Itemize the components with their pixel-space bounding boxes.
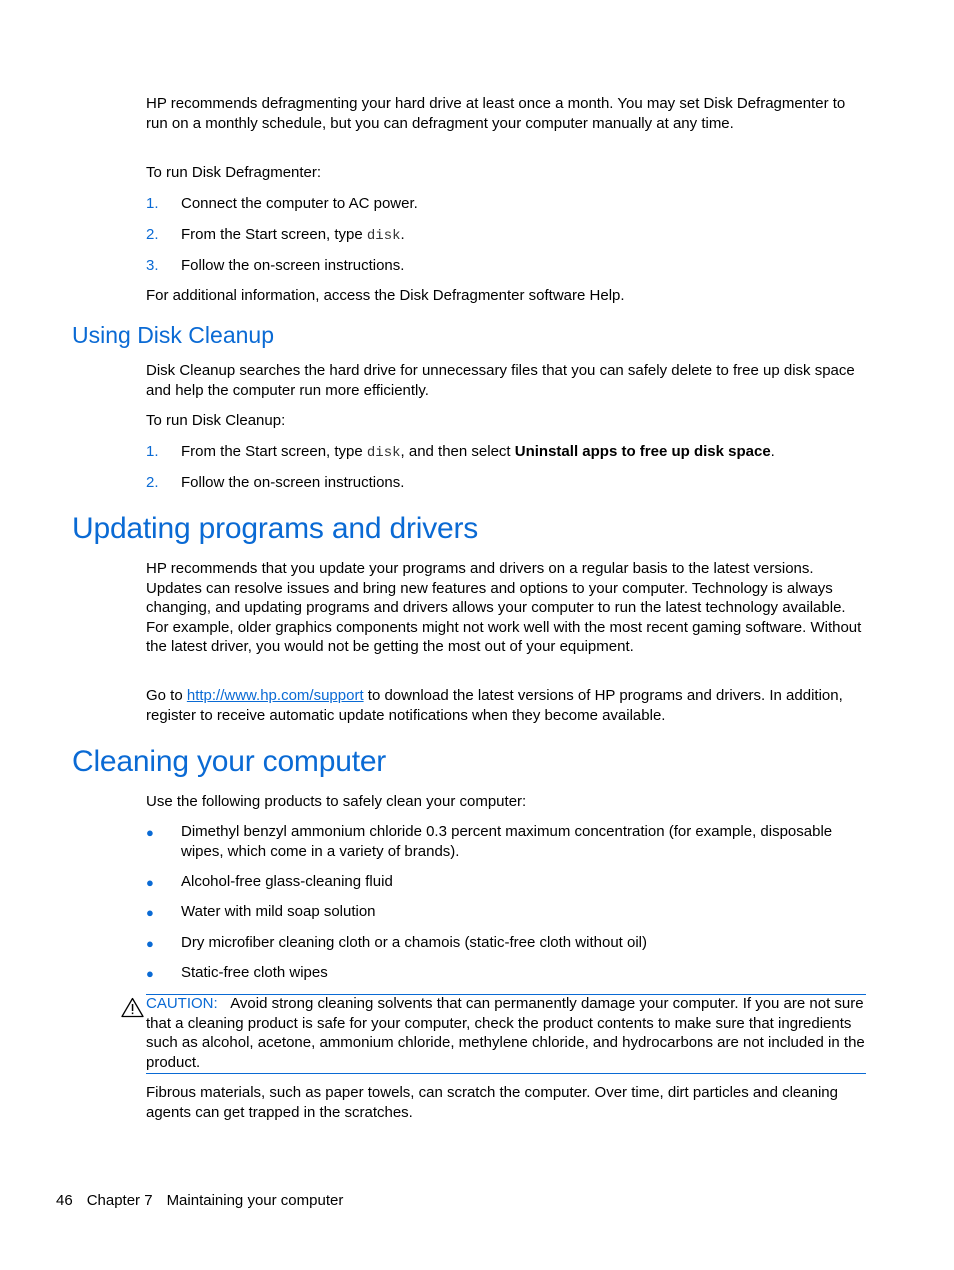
bullet-icon: ●: [146, 905, 154, 920]
updating-paragraph: HP recommends that you update your programs and drivers on a regular basis to the latest versions. Updates can resolve issues and bring new features and options to your computer. Technology is always changing, and updating programs and drivers allows your computer to run the latest technology available. For example, older graphics components might not work well with the most recent gaming software. Without the latest driver, you would not be getting the most out of your equipment.: [146, 560, 862, 655]
warning-triangle-icon: [121, 997, 144, 1018]
bullet-icon: ●: [146, 875, 154, 890]
caution-bottom-rule: [146, 1073, 866, 1074]
step-text: Follow the on-screen instructions.: [181, 257, 405, 274]
step-text: From the Start screen, type disk, and then select Uninstall apps to free up disk space.: [181, 443, 775, 461]
page-footer: [56, 1191, 343, 1211]
defrag-intro: To run Disk Defragmenter:: [146, 164, 322, 181]
list-item: Water with mild soap solution: [181, 903, 376, 920]
disk-cleanup-intro: To run Disk Cleanup:: [146, 412, 286, 429]
step-number: 2.: [146, 474, 159, 491]
defrag-help-paragraph: For additional information, access the Disk Defragmenter software Help.: [146, 287, 625, 304]
cleaning-intro: Use the following products to safely clean your computer:: [146, 793, 527, 810]
step-text: Follow the on-screen instructions.: [181, 474, 405, 491]
step-number: 1.: [146, 195, 159, 212]
fibrous-paragraph: Fibrous materials, such as paper towels, can scratch the computer. Over time, dirt particles and cleaning agents can get trapped in the scratches.: [146, 1084, 838, 1121]
heading-updating: Updating programs and drivers: [72, 512, 479, 545]
step-number: 1.: [146, 443, 159, 460]
list-item: Alcohol-free glass-cleaning fluid: [181, 873, 393, 890]
updating-link-paragraph: Go to http://www.hp.com/support to download the latest versions of HP programs and drivers. In addition, register to receive automatic update notifications when they become available.: [146, 687, 843, 724]
defrag-paragraph: HP recommends defragmenting your hard drive at least once a month. You may set Disk Defragmenter to run on a monthly schedule, but you can defragment your computer manually at any time.: [146, 95, 846, 132]
step-text: Connect the computer to AC power.: [181, 195, 418, 212]
list-item: Dimethyl benzyl ammonium chloride 0.3 percent maximum concentration (for example, disposable wipes, which come in a variety of brands).: [181, 823, 833, 860]
code-disk: disk: [366, 228, 401, 244]
bullet-icon: ●: [146, 936, 154, 951]
chapter-title: Maintaining your computer: [166, 1192, 344, 1209]
step-number: 3.: [146, 257, 159, 274]
heading-cleaning: Cleaning your computer: [72, 745, 387, 778]
bullet-icon: ●: [146, 825, 154, 840]
ui-label-uninstall-apps: Uninstall apps to free up disk space: [514, 443, 771, 460]
heading-disk-cleanup: Using Disk Cleanup: [72, 322, 274, 348]
step-number: 2.: [146, 226, 159, 243]
page-number: 46: [56, 1192, 73, 1209]
list-item: Dry microfiber cleaning cloth or a chamois (static-free cloth without oil): [181, 934, 648, 951]
disk-cleanup-paragraph: Disk Cleanup searches the hard drive for unnecessary files that you can safely delete to free up disk space and help the computer run more efficiently.: [146, 362, 855, 399]
step-text: From the Start screen, type disk.: [181, 226, 405, 244]
hp-support-link[interactable]: http://www.hp.com/support: [186, 687, 364, 704]
caution-label: CAUTION:: [146, 995, 218, 1012]
code-disk: disk: [366, 445, 401, 461]
chapter-label: Chapter 7: [86, 1192, 153, 1209]
list-item: Static-free cloth wipes: [181, 964, 328, 981]
bullet-icon: ●: [146, 966, 154, 981]
caution-note: CAUTION: Avoid strong cleaning solvents that can permanently damage your computer. If you are not sure that a cleaning product is safe for your computer, check the product contents to make sure that ingredients such as alcohol, acetone, ammonium chloride, methylene chloride, and hydrocarbons are not included in the product.: [146, 995, 865, 1071]
